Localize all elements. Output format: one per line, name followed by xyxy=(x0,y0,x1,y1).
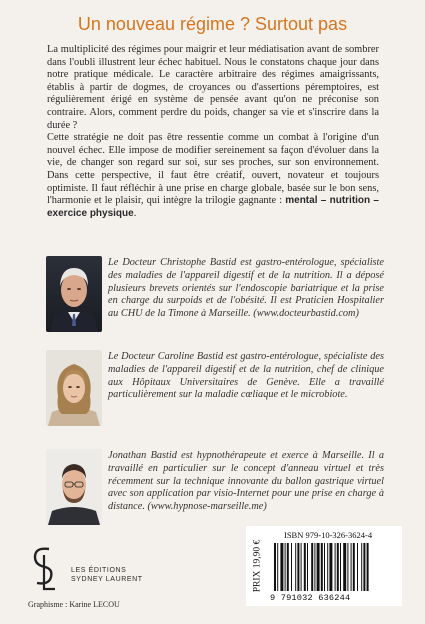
publisher-line-1: LES ÉDITIONS xyxy=(71,567,127,574)
blurb xyxy=(47,44,379,220)
graphic-credits: Graphisme : Karine LECOU xyxy=(28,600,120,609)
blurb-paragraph-1: La multiplicité des régimes pour maigrir et leur médiatisation avant de sombrer dans l'oubli illustrent leur échec habituel. Nous le constatons chaque jour dans notre pratique médicale. Le caractère arbitraire des régimes amaigrissants, établis à partir de dogmes, de croyances ou d'assertions péremptoires, est régulièrement érigé en système de pensée avant qu'on ne préconise son contraire. Alors, comment perdre du poids, changer sa vie et s'inscrire dans la durée ? xyxy=(47,44,379,131)
price-label xyxy=(250,528,264,604)
trilogy-text: mental – nutrition – exercice physique xyxy=(47,195,379,219)
author-photo-jonathan xyxy=(46,449,102,525)
isbn-label: ISBN 979-10-326-3624-4 xyxy=(284,530,373,540)
blurb-paragraph-2: Cette stratégie ne doit pas être ressentie comme un combat à l'origine d'un nouvel échec. Elle impose de modifier sereinement sa façon d'évoluer dans la vie, de changer son regard sur soi, sur ses proches, sur son environnement. Dans cette perspective, il faut être créatif, ouvert, novateur et toujours optimiste. Il faut réfléchir à une prise en charge globale, basée sur le bon sens, l'harmonie et le plaisir, qui intègre la trilogie gagnante : mental – nutrition – exercice physique. xyxy=(47,132,379,219)
author-bio-caroline: Le Docteur Caroline Bastid est gastro-entérologue, spécialiste des maladies de l'appareil digestif et de la nutrition, chef de clinique aux Hôpitaux Universitaires de Genève. Elle a travaillé particulièrement sur la maladie cœliaque et le microbiote. xyxy=(108,351,384,401)
author-bio-christophe: Le Docteur Christophe Bastid est gastro-entérologue, spécialiste des maladies de l'appareil digestif et de la nutrition. Il a déposé plusieurs brevets orientés sur l'endoscopie bariatrique et la prise en charge du surpoids et de l'obésité. Il est Praticien Hospitalier au CHU de la Timone à Marseille. (www.docteurbastid.com) xyxy=(108,257,384,320)
author-photo-caroline xyxy=(46,350,102,426)
publisher-logo-icon xyxy=(27,545,57,595)
page-title: Un nouveau régime ? Surtout pas xyxy=(77,14,348,34)
price-text: PRIX 19,90 € xyxy=(252,539,262,593)
blurb-paragraph-2-text: Cette stratégie ne doit pas être ressentie comme un combat à l'origine d'un nouvel échec. Elle impose de modifier sereinement sa façon d'évoluer dans la vie, de changer son regard sur soi, sur ses proches, sur son environnement. Dans cette perspective, il faut être créatif, ouvert, novateur et toujours optimiste. Il faut réfléchir à une prise en charge globale, basée sur le bon sens, l'harmonie et le plaisir, qui intègre la trilogie gagnante : xyxy=(47,132,379,207)
publisher-name xyxy=(71,566,143,584)
author-photo-christophe xyxy=(46,256,102,332)
barcode-icon xyxy=(272,543,398,593)
author-bio-jonathan: Jonathan Bastid est hypnothérapeute et exerce à Marseille. Il a travaillé en particulier sur le concept d'anneau virtuel et très récemment sur la technique innovante du ballon gastrique virtuel avec son application par visio-Internet pour une prise en charge à distance. (www.hypnose-marseille.me) xyxy=(108,450,384,513)
barcode-digits: 9 791032 636244 xyxy=(270,593,351,603)
publisher-line-2: SYDNEY LAURENT xyxy=(71,576,143,583)
